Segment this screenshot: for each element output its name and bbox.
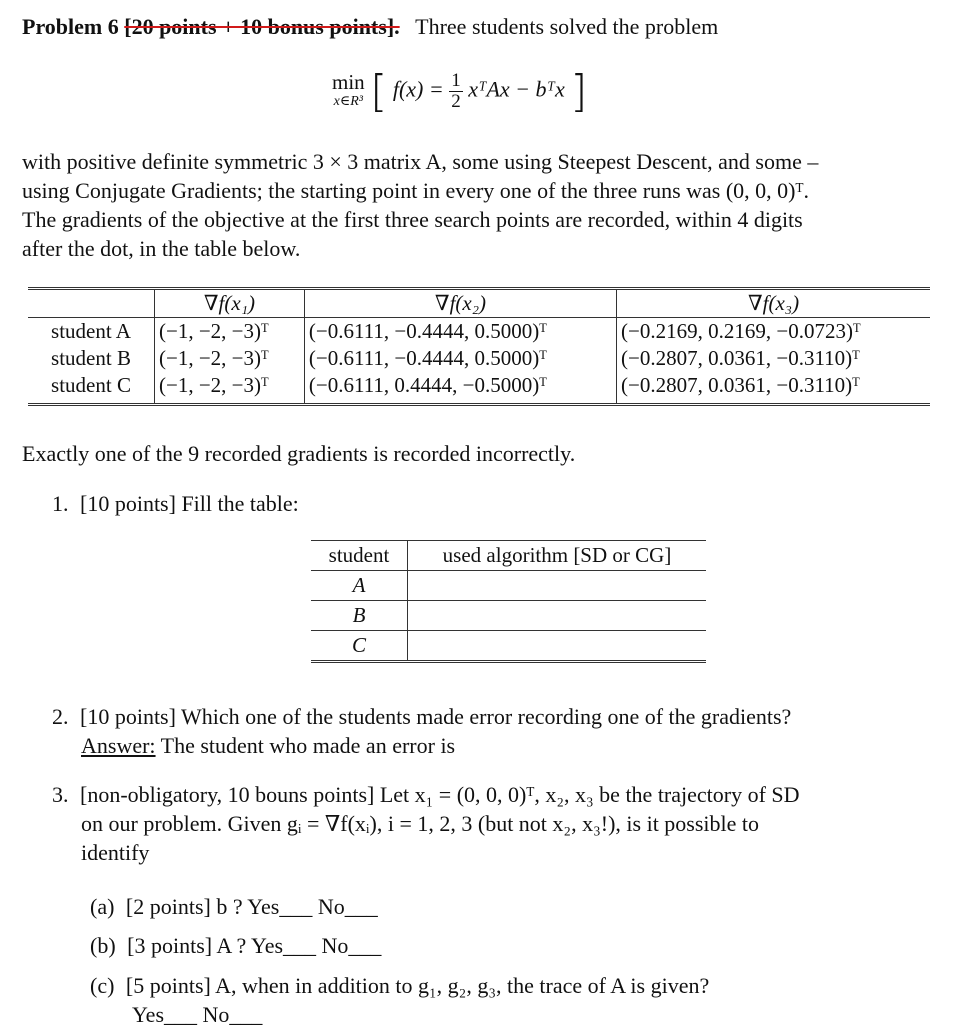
question-3-number: 3. — [52, 782, 69, 807]
subpart-c-label: (c) — [90, 973, 115, 998]
question-3-line-2: on our problem. Given gᵢ = ∇f(xᵢ), i = 1, 2, 3 (but not x₂, x₃!), is it possible to — [81, 811, 760, 836]
question-3-line-3: identify — [81, 840, 150, 865]
fraction-numerator: 1 — [451, 70, 461, 91]
algorithm-table — [311, 540, 706, 663]
intro-text: Three students solved the problem — [415, 14, 719, 39]
min-domain: x∈R³ — [333, 93, 363, 109]
question-2 — [52, 702, 791, 760]
row-grad-x3: (−0.2169, 0.2169, −0.0723)ᵀ — [617, 318, 930, 346]
row-grad-x2: (−0.6111, −0.4444, 0.5000)ᵀ — [304, 345, 616, 372]
subpart-a-text: [2 points] b ? Yes___ No___ — [125, 894, 378, 919]
description-line-4: after the dot, in the table below. — [22, 236, 301, 261]
header-grad-x2: ∇f(x₂) — [304, 289, 616, 318]
row-student: student C — [51, 373, 131, 397]
expression-left: f(x) = — [392, 76, 450, 102]
header-student: student — [311, 541, 408, 571]
algorithm-answer-cell[interactable] — [408, 601, 707, 631]
table-row — [28, 345, 930, 372]
description-line-3: The gradients of the objective at the first three search points are recorded, within 4 digits — [22, 207, 803, 232]
description-line-1: with positive definite symmetric 3 × 3 matrix A, some using Steepest Descent, and some – — [22, 149, 819, 174]
subpart-a — [90, 887, 709, 926]
question-2-number: 2. — [52, 704, 69, 729]
header-used-algorithm: used algorithm [SD or CG] — [408, 541, 707, 571]
question-2-text: [10 points] Which one of the students made error recording one of the gradients? — [80, 704, 792, 729]
subpart-b-text: [3 points] A ? Yes___ No___ — [127, 933, 382, 958]
min-label: min — [332, 69, 365, 94]
row-grad-x1: (−1, −2, −3)ᵀ — [155, 318, 305, 346]
answer-label: Answer: — [81, 733, 156, 758]
question-1-text: [10 points] Fill the table: — [80, 491, 299, 516]
gradient-table — [28, 287, 930, 406]
table-row — [311, 571, 706, 601]
objective-formula — [332, 66, 587, 130]
one-half-fraction — [449, 71, 463, 112]
subpart-a-label: (a) — [90, 894, 115, 919]
fraction-denominator: 2 — [451, 91, 461, 112]
question-3 — [52, 780, 800, 867]
algorithm-answer-cell[interactable] — [408, 631, 707, 662]
expression-right: xᵀAx − bᵀx — [468, 76, 565, 102]
row-grad-x1: (−1, −2, −3)ᵀ — [155, 345, 305, 372]
row-grad-x3: (−0.2807, 0.0361, −0.3110)ᵀ — [617, 345, 930, 372]
subpart-c-text: [5 points] A, when in addition to g₁, g₂, g₃, the trace of A is given? — [125, 973, 710, 998]
row-grad-x2: (−0.6111, 0.4444, −0.5000)ᵀ — [304, 372, 616, 405]
header-empty — [28, 289, 155, 318]
answer-text: The student who made an error is — [155, 733, 456, 758]
problem-header — [22, 14, 718, 40]
question-3-subparts — [90, 887, 709, 1029]
subpart-b — [90, 926, 709, 965]
description-line-2: using Conjugate Gradients; the starting point in every one of the three runs was (0, 0, 0)ᵀ. — [22, 178, 809, 203]
left-bracket-icon: [ — [370, 66, 388, 117]
algorithm-table-header — [311, 541, 706, 571]
problem-description — [22, 147, 940, 263]
question-1 — [52, 491, 299, 517]
question-3-line-1: [non-obligatory, 10 bouns points] Let x₁ = (0, 0, 0)ᵀ, x₂, x₃ be the trajectory of SD — [80, 782, 800, 807]
struck-points: [20 points + 10 bonus points]. — [124, 14, 400, 39]
algorithm-answer-cell[interactable] — [408, 571, 707, 601]
row-grad-x3: (−0.2807, 0.0361, −0.3110)ᵀ — [617, 372, 930, 405]
table-row — [311, 631, 706, 662]
student-name-cell: B — [311, 601, 408, 631]
table-row — [28, 318, 930, 346]
row-student: student B — [51, 346, 131, 370]
subpart-c-answer: Yes___ No___ — [132, 1002, 263, 1027]
student-name-cell: C — [311, 631, 408, 662]
row-grad-x1: (−1, −2, −3)ᵀ — [155, 372, 305, 405]
row-student: student A — [51, 319, 131, 343]
table-row — [311, 601, 706, 631]
right-bracket-icon: ] — [570, 66, 588, 117]
header-grad-x1: ∇f(x₁) — [155, 289, 305, 318]
subpart-c — [90, 971, 709, 1029]
min-operator — [332, 69, 365, 112]
student-name-cell: A — [311, 571, 408, 601]
subpart-b-label: (b) — [90, 933, 116, 958]
row-grad-x2: (−0.6111, −0.4444, 0.5000)ᵀ — [304, 318, 616, 346]
question-1-number: 1. — [52, 491, 69, 516]
header-grad-x3: ∇f(x₃) — [617, 289, 930, 318]
table-row — [28, 372, 930, 405]
problem-label: Problem 6 — [22, 14, 119, 39]
incorrect-statement: Exactly one of the 9 recorded gradients is recorded incorrectly. — [22, 441, 576, 466]
gradient-table-header — [28, 289, 930, 318]
